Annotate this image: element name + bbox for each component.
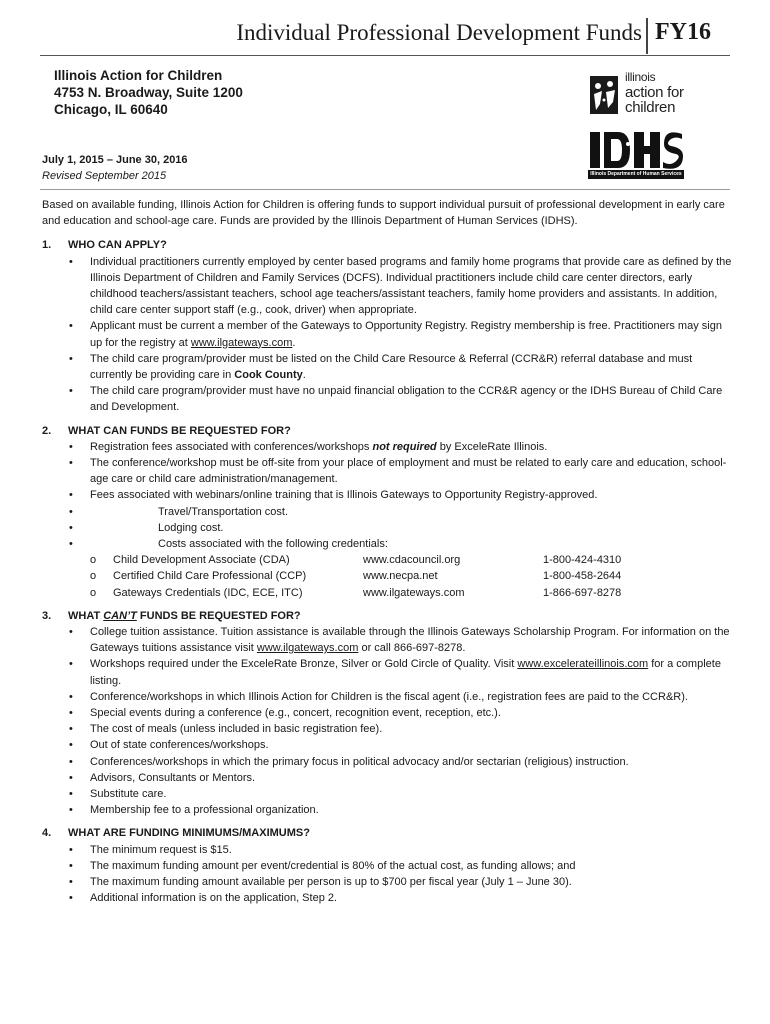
list-item: • Conferences/workshops in which the primary focus in political advocacy and/or sectarian (religious) instruction. (42, 754, 732, 770)
list-item-text: The child care program/provider must be listed on the Child Care Resource & Referral (CCR&R) referral database and must currently be providing care in (90, 352, 693, 382)
list-item: • The minimum request is $15. (42, 842, 732, 858)
list-item-text: or call 866-697-8278. (358, 642, 466, 655)
credential-row (42, 585, 732, 601)
ilgateways-link[interactable]: www.ilgateways.com (190, 336, 293, 349)
credentials-table (42, 552, 732, 601)
bullet-list (42, 624, 732, 818)
list-item (42, 439, 732, 455)
list-item: • The conference/workshop must be off-site from your place of employment and must be related to early care and education, school-age care or child care administration/management. (42, 455, 732, 487)
list-item: • The child care program/provider must have no unpaid financial obligation to the CCR&R agency or the IDHS Bureau of Child Care and Development. (42, 383, 732, 415)
excelerate-link[interactable]: www.excelerateillinois.com (517, 658, 649, 671)
document-body (42, 197, 732, 913)
list-item-text: Registration fees associated with conferences/workshops (90, 440, 373, 453)
list-item: • The cost of meals (unless included in basic registration fee). (42, 721, 732, 737)
list-item-text: College tuition assistance. Tuition assistance is available through the Illinois Gateways Scholarship Program. For information on the Gateways tuitions assistance visit (90, 626, 730, 655)
list-item-text: Costs associated with the following credentials: (158, 538, 388, 551)
section-number: 2. (42, 424, 52, 437)
section-heading (42, 423, 732, 439)
credential-name: Certified Child Care Professional (CCP) (113, 570, 307, 583)
funding-period: July 1, 2015 – June 30, 2016 (42, 154, 188, 166)
cant-emphasis: CAN’T (103, 609, 137, 622)
section-heading (42, 825, 732, 841)
logo-line-illinois: illinois (625, 70, 656, 84)
ilgateways-link[interactable]: www.ilgateways.com (256, 642, 359, 655)
list-item (42, 351, 732, 383)
sub-bullet-icon: o (90, 554, 97, 567)
list-item-text: by ExceleRate Illinois. (436, 440, 548, 453)
illinois-action-for-children-logo (588, 70, 698, 120)
list-item: • Additional information is on the application, Step 2. (42, 890, 732, 906)
list-item-text: for a complete listing. (90, 658, 721, 687)
list-item (42, 656, 732, 688)
idhs-logo (588, 130, 684, 180)
credential-phone: 1-800-458-2644 (543, 570, 622, 583)
list-item (42, 504, 732, 520)
list-item: • Individual practitioners currently employed by center based programs and family home programs that provide care as defined by the Illinois Department of Children and Family Services (DCFS). Individual practitioners include child care center directors, early childhood teachers/assistant teachers, school age teachers/assistant teachers, family home providers and assistants. In addition, child care center support staff (e.g., cook, driver) when appropriate. (42, 254, 732, 319)
list-item-text: . (302, 369, 306, 382)
list-item (42, 536, 732, 552)
section-title: WHAT (68, 609, 104, 622)
credential-website[interactable]: www.necpa.net (363, 570, 438, 583)
list-item (42, 624, 732, 656)
header-divider (40, 189, 730, 190)
title-bar (0, 14, 770, 56)
not-required-text: not required (372, 440, 437, 453)
sub-bullet-icon: o (90, 570, 97, 583)
credential-website[interactable]: www.cdacouncil.org (363, 554, 461, 567)
title-divider (646, 18, 648, 54)
section-number: 3. (42, 609, 52, 622)
credential-name: Gateways Credentials (IDC, ECE, ITC) (113, 586, 303, 599)
title-underline (40, 55, 730, 56)
list-item-text: Applicant must be current a member of the Gateways to Opportunity Registry. Registry membership is free. Practitioners may sign up for the registry at (90, 320, 722, 349)
document-title: Individual Professional Development Funds (236, 20, 642, 45)
section-title: FUNDS BE REQUESTED FOR? (136, 609, 301, 622)
idhs-caption: Illinois Department of Human Services (588, 170, 684, 179)
list-item (42, 318, 732, 350)
date-block (42, 152, 188, 184)
credential-website[interactable]: www.ilgateways.com (363, 586, 465, 599)
credential-name: Child Development Associate (CDA) (113, 554, 290, 567)
list-item-text: Lodging cost. (158, 521, 224, 534)
logo-mark-icon (588, 74, 620, 116)
list-item-text: Workshops required under the ExceleRate Bronze, Silver or Gold Circle of Quality. Visit (90, 658, 518, 671)
list-item-text: Travel/Transportation cost. (158, 505, 289, 518)
list-item: • Out of state conferences/workshops. (42, 737, 732, 753)
section-heading (42, 608, 732, 624)
credential-row (42, 552, 732, 568)
intro-paragraph: Based on available funding, Illinois Action for Children is offering funds to support individual pursuit of professional development in early care and education and school-age care. Funds are provided by the Illinois Department of Human Services (IDHS). (42, 199, 725, 228)
fiscal-year-label: FY16 (655, 19, 711, 45)
address-line-1: 4753 N. Broadway, Suite 1200 (54, 85, 243, 100)
bullet-list (42, 254, 732, 416)
section-title: WHAT CAN FUNDS BE REQUESTED FOR? (68, 424, 291, 437)
section-number: 1. (42, 239, 52, 252)
section-title: WHO CAN APPLY? (68, 239, 167, 252)
logo-line-children: children (625, 99, 676, 116)
credential-phone: 1-866-697-8278 (543, 586, 622, 599)
revision-date: Revised September 2015 (42, 170, 167, 182)
bullet-list (42, 842, 732, 907)
idhs-logo-mark (588, 130, 684, 170)
list-item: • Special events during a conference (e.g., concert, recognition event, reception, etc.). (42, 705, 732, 721)
list-item-text: . (292, 336, 296, 349)
list-item: • Membership fee to a professional organization. (42, 802, 732, 818)
bullet-list (42, 439, 732, 552)
sub-bullet-icon: o (90, 586, 97, 599)
section-title: WHAT ARE FUNDING MINIMUMS/MAXIMUMS? (68, 827, 310, 840)
section-what-can-be-requested (42, 423, 732, 601)
credential-phone: 1-800-424-4310 (543, 554, 622, 567)
section-number: 4. (42, 827, 52, 840)
section-what-cannot-be-requested (42, 608, 732, 819)
section-funding-limits (42, 825, 732, 906)
list-item: • The maximum funding amount per event/credential is 80% of the actual cost, as funding allows; and (42, 858, 732, 874)
address-line-2: Chicago, IL 60640 (54, 102, 168, 117)
list-item: • Fees associated with webinars/online training that is Illinois Gateways to Opportunity Registry-approved. (42, 487, 732, 503)
cook-county-text: Cook County (234, 369, 303, 382)
section-heading (42, 237, 732, 253)
logo-line-action-for: action for (625, 84, 684, 101)
list-item: • Advisors, Consultants or Mentors. (42, 770, 732, 786)
list-item: • Substitute care. (42, 786, 732, 802)
logo-wordmark (625, 70, 684, 115)
list-item: • The maximum funding amount available per person is up to $700 per fiscal year (July 1 – June 30). (42, 874, 732, 890)
organization-address (54, 67, 243, 118)
organization-name: Illinois Action for Children (54, 68, 223, 83)
list-item (42, 520, 732, 536)
section-who-can-apply (42, 237, 732, 415)
list-item: • Conference/workshops in which Illinois Action for Children is the fiscal agent (i.e., registration fees are paid to the CCR&R). (42, 689, 732, 705)
credential-row (42, 568, 732, 584)
